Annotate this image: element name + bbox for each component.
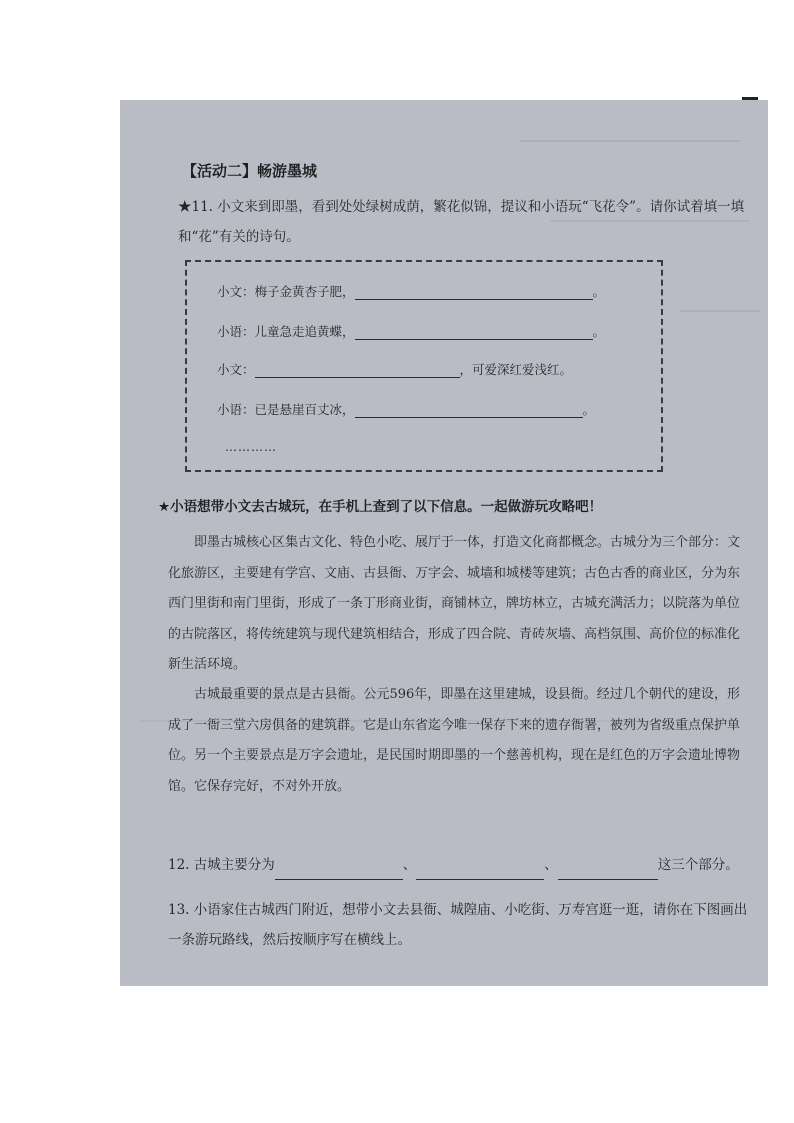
task-intro: ★小语想带小文去古城玩，在手机上查到了以下信息。一起做游玩攻略吧！: [158, 499, 603, 515]
q12-blank-2[interactable]: [416, 865, 544, 880]
answer-blank-4[interactable]: [355, 403, 583, 418]
poem-line-1-prefix: 小文：梅子金黄杏子肥，: [217, 284, 355, 299]
poem-line-1-suffix: 。: [592, 284, 606, 299]
section-title: 【活动二】畅游墨城: [182, 162, 318, 180]
q12-sep-2: 、: [544, 857, 558, 873]
q12-sep-1: 、: [402, 857, 417, 873]
passage-paragraph-1: 即墨古城核心区集古文化、特色小吃、展厅于一体，打造文化商都概念。古城分为三个部分：文化旅游区，主要建有学宫、文庙、古县衙、万字会、城墙和城楼等建筑；古色古香的商业区，分为东西门里街和南门里街，形成了一条丁形商业街，商铺林立，牌坊林立，古城充满活力；以院落为单位的古院落区，将传统建筑与现代建筑相结合，形成了四合院、青砖灰墙、高档氛围、高价位的标准化新生活环境。: [168, 535, 741, 672]
question-13: 13. 小语家住古城西门附近，想带小文去县衙、城隍庙、小吃街、万寿宫逛一逛，请你在下图画出一条游玩路线，然后按顺序写在横线上。: [168, 902, 748, 948]
poem-line-2-prefix: 小语：儿童急走追黄蝶，: [217, 324, 355, 339]
poem-line-2: [217, 322, 605, 340]
q12-suffix: 这三个部分。: [657, 857, 739, 873]
corner-mark: [742, 97, 758, 100]
poem-line-4-suffix: 。: [582, 402, 596, 417]
answer-blank-2[interactable]: [355, 325, 593, 340]
poem-line-3: [217, 360, 572, 378]
question-11: ★11. 小文来到即墨，看到处处绿树成荫，繁花似锦，提议和小语玩“飞花令”。请你试着填一填和“花”有关的诗句。: [178, 199, 745, 245]
poem-line-2-suffix: 。: [592, 324, 606, 339]
scanned-page-photo: [120, 100, 768, 986]
passage-paragraph-2: 古城最重要的景点是古县衙。公元596年，即墨在这里建城，设县衙。经过几个朝代的建设，形成了一衙三堂六房俱备的建筑群。它是山东省迄今唯一保存下来的遗存衙署，被列为省级重点保护单位。另一个主要景点是万字会遗址，是民国时期即墨的一个慈善机构，现在是红色的万字会遗址博物馆。它保存完好，不对外开放。: [168, 687, 741, 794]
poem-line-1: [217, 282, 605, 300]
poem-line-4-prefix: 小语：已是悬崖百丈冰，: [217, 402, 355, 417]
fei-hua-ling-box: [185, 260, 663, 472]
poem-line-3-suffix: ，可爱深红爱浅红。: [459, 362, 573, 377]
question-12: [168, 850, 748, 880]
poem-line-3-prefix: 小文：: [217, 362, 255, 377]
ellipsis: …………: [225, 440, 277, 454]
answer-blank-3[interactable]: [255, 363, 460, 378]
q12-prefix: 12. 古城主要分为: [168, 857, 275, 873]
answer-blank-1[interactable]: [355, 285, 593, 300]
q12-blank-3[interactable]: [558, 865, 658, 880]
q12-blank-1[interactable]: [275, 865, 403, 880]
poem-line-4: [217, 400, 595, 418]
